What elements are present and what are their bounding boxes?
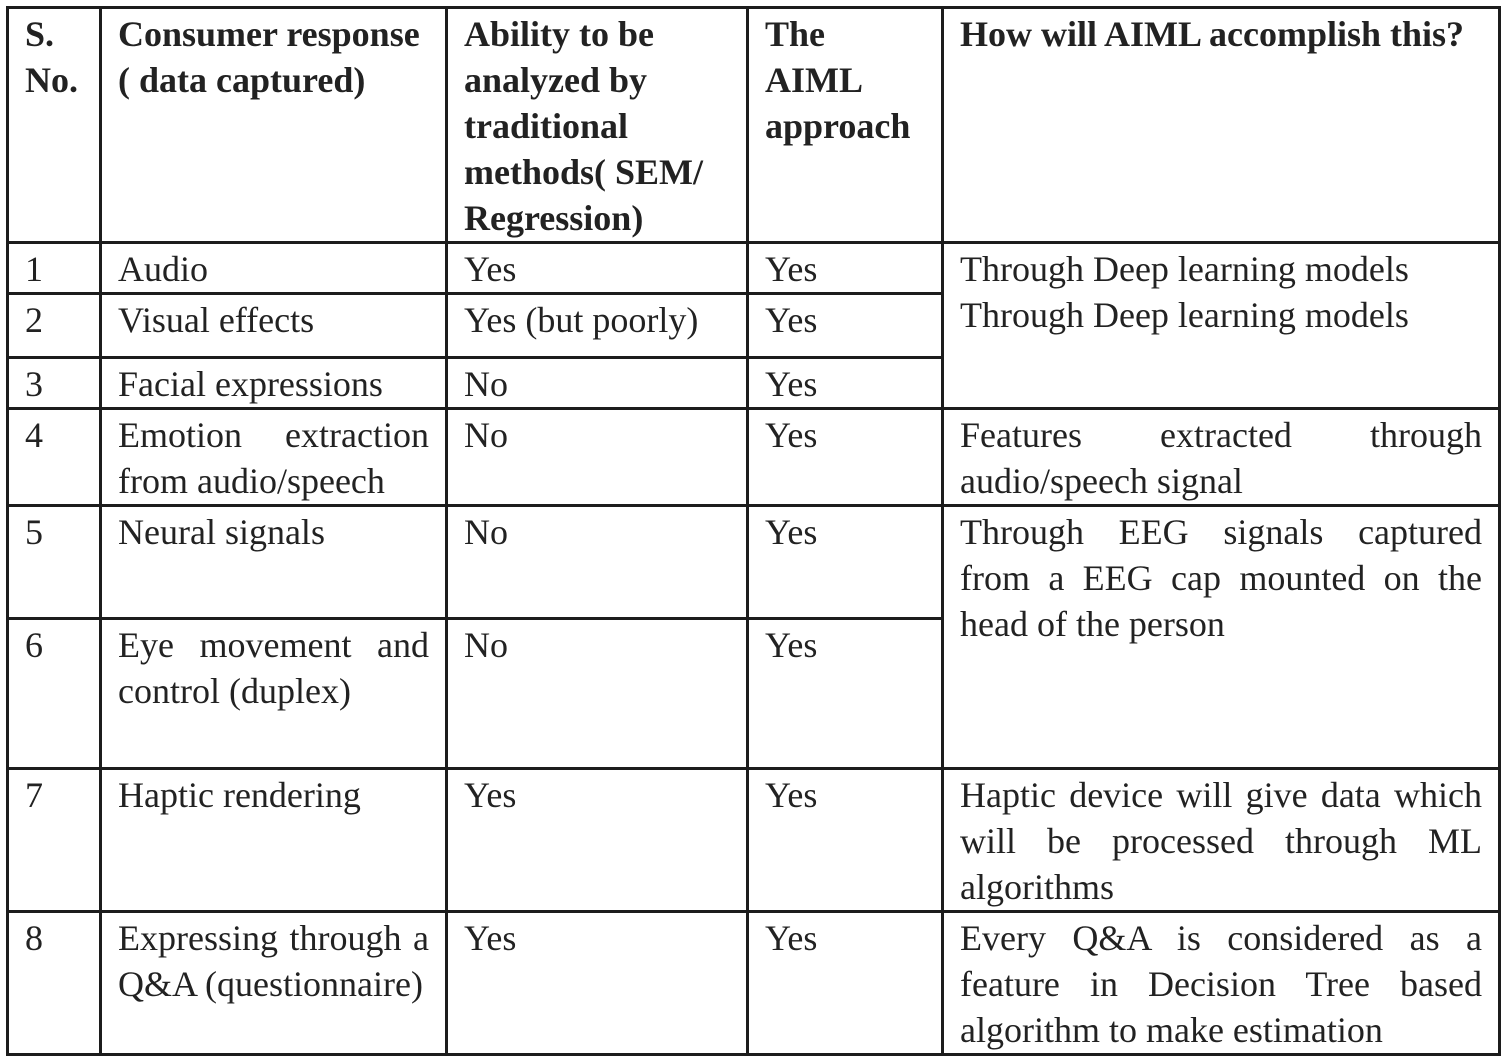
consumer-response-cell: Audio <box>101 243 447 294</box>
table-row <box>8 912 1500 1055</box>
aiml-cell: Yes <box>748 409 943 506</box>
header-how-aiml: How will AIML accomplish this? <box>943 8 1500 243</box>
consumer-response-cell: Emotion extraction from audio/speech <box>101 409 447 506</box>
how-cell: Every Q&A is considered as a feature in Decision Tree based algorithm to make estimation <box>943 912 1500 1055</box>
traditional-cell: Yes (but poorly) <box>447 294 748 358</box>
consumer-response-cell: Visual effects <box>101 294 447 358</box>
how-text: Through Deep learning models <box>960 295 1409 335</box>
aiml-cell: Yes <box>748 912 943 1055</box>
header-aiml-approach: The AIML approach <box>748 8 943 243</box>
table-row <box>8 769 1500 912</box>
row-number: 2 <box>8 294 101 358</box>
row-number: 1 <box>8 243 101 294</box>
row-number: 4 <box>8 409 101 506</box>
consumer-response-cell: Expressing through a Q&A (questionnaire) <box>101 912 447 1055</box>
consumer-response-cell: Facial expressions <box>101 358 447 409</box>
how-cell: Features extracted through audio/speech signal <box>943 409 1500 506</box>
table-row <box>8 243 1500 294</box>
header-consumer-response: Consumer response ( data captured) <box>101 8 447 243</box>
traditional-cell: No <box>447 506 748 619</box>
aiml-cell: Yes <box>748 619 943 769</box>
traditional-cell: Yes <box>447 243 748 294</box>
row-number: 6 <box>8 619 101 769</box>
how-cell: Haptic device will give data which will be processed through ML algorithms <box>943 769 1500 912</box>
aiml-cell: Yes <box>748 506 943 619</box>
aiml-cell: Yes <box>748 243 943 294</box>
traditional-cell: No <box>447 409 748 506</box>
traditional-cell: No <box>447 358 748 409</box>
aiml-cell: Yes <box>748 769 943 912</box>
table-row <box>8 409 1500 506</box>
header-traditional-methods: Ability to be analyzed by traditional methods( SEM/ Regression) <box>447 8 748 243</box>
traditional-cell: No <box>447 619 748 769</box>
row-number: 8 <box>8 912 101 1055</box>
row-number: 7 <box>8 769 101 912</box>
traditional-cell: Yes <box>447 912 748 1055</box>
header-sno: S. No. <box>8 8 101 243</box>
aiml-cell: Yes <box>748 358 943 409</box>
table-row <box>8 506 1500 619</box>
how-cell <box>943 243 1500 409</box>
consumer-response-cell: Haptic rendering <box>101 769 447 912</box>
header-row <box>8 8 1500 243</box>
consumer-response-cell: Neural signals <box>101 506 447 619</box>
how-cell: Through EEG signals captured from a EEG cap mounted on the head of the person <box>943 506 1500 769</box>
consumer-response-cell: Eye movement and control (duplex) <box>101 619 447 769</box>
row-number: 5 <box>8 506 101 619</box>
row-number: 3 <box>8 358 101 409</box>
traditional-cell: Yes <box>447 769 748 912</box>
aiml-cell: Yes <box>748 294 943 358</box>
comparison-table <box>6 6 1501 1056</box>
how-text: Through Deep learning models <box>960 249 1409 289</box>
